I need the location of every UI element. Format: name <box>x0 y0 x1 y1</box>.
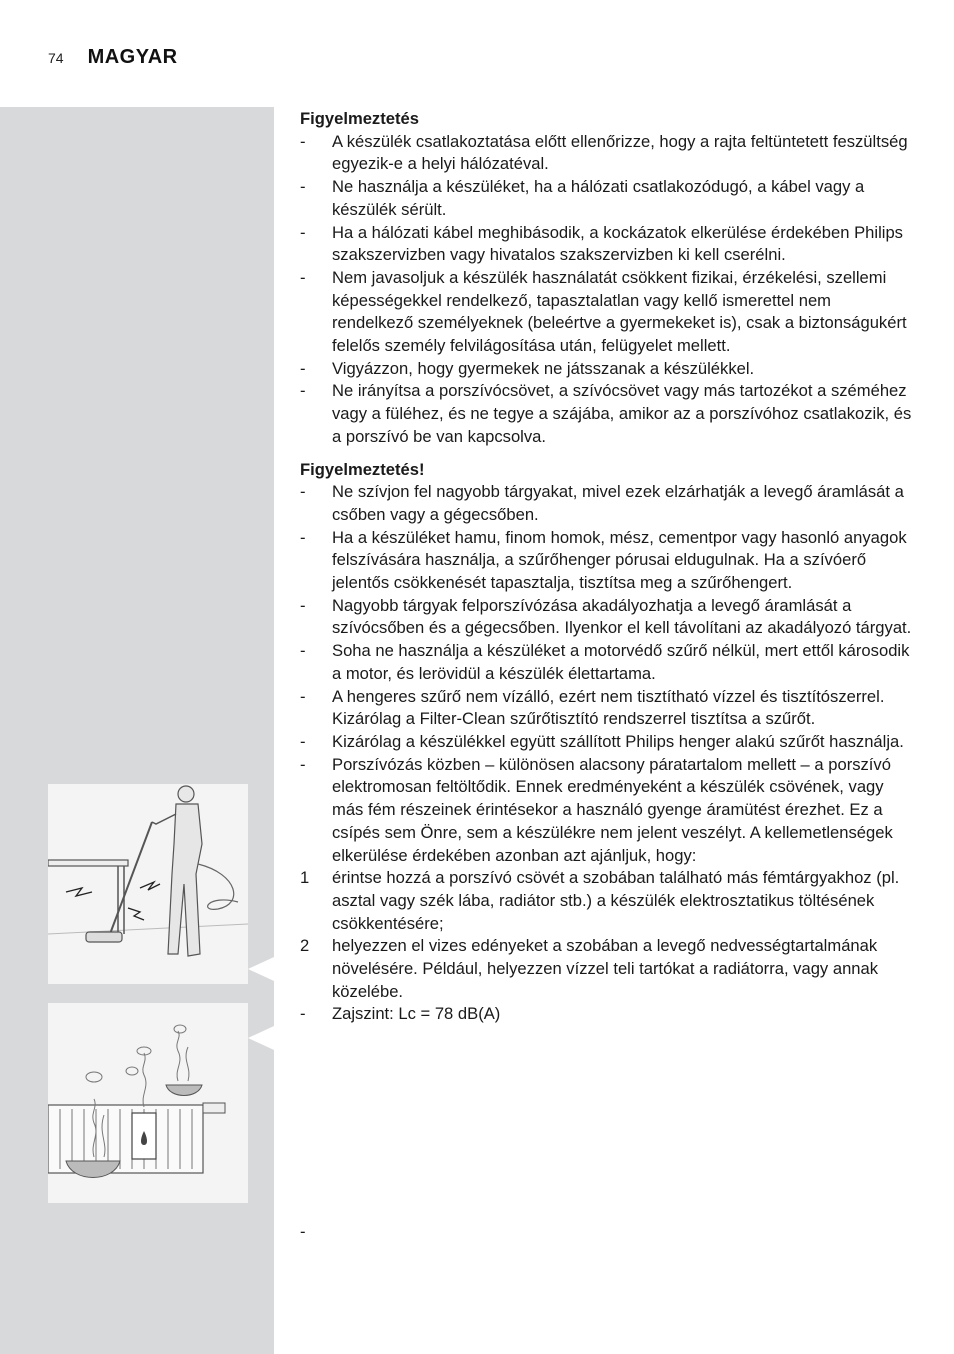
section-heading: Figyelmeztetés! <box>300 459 425 479</box>
list-item <box>300 131 912 176</box>
list-marker: - <box>300 527 306 547</box>
figure-pointer <box>248 957 274 981</box>
list-marker: - <box>300 222 306 242</box>
list-item <box>300 686 912 731</box>
list-item <box>300 222 912 267</box>
list-item <box>300 267 912 358</box>
list-marker: 2 <box>300 936 310 956</box>
list-item-text: érintse hozzá a porszívó csövét a szobában található más fémtárgyakhoz (pl. asztal vagy szék lába, radiátor stb.) a készülék elektrosztatikus töltésének csökkentésére; <box>332 868 900 933</box>
list-marker: - <box>300 381 306 401</box>
list-item-text: A készülék csatlakoztatása előtt ellenőrizze, hogy a rajta feltüntetett feszültség egyezik-e a helyi hálózatéval. <box>332 131 908 174</box>
caution-section <box>300 459 912 1027</box>
warning-section <box>300 108 912 449</box>
list-item <box>300 380 912 448</box>
list-item-text: Porszívózás közben – különösen alacsony páratartalom mellett – a porszívó elektromosan feltöltődik. Ennek eredményeként a készülék csövének, vagy más fém részeinek érintésekor a használó gyenge áramütést érezhet. Ez a csípés sem Önre, sem a készülékre nem jelent veszélyt. A kellemetlenségek elkerülése érdekében azonban azt ajánljuk, hogy: <box>332 754 893 865</box>
list-marker: - <box>300 131 306 151</box>
list-item-text: Soha ne használja a készüléket a motorvédő szűrő nélkül, mert ettől károsodik a motor, és lerövidül a készülék élettartama. <box>332 641 910 683</box>
list-marker: - <box>300 482 306 502</box>
list-item-text: Nem javasoljuk a készülék használatát csökkent fizikai, érzékelési, szellemi képességekkel rendelkező, tapasztalatlan vagy kellő ismerettel nem rendelkező személyeknek (beleértve a gyermekeket is), csak a biztonságukért felelős személy felvilágosítása után, felügyelet mellett. <box>332 267 907 356</box>
list-item-text: Kizárólag a készülékkel együtt szállított Philips henger alakú szűrőt használja. <box>332 731 904 751</box>
list-item-text: Ha a készüléket hamu, finom homok, mész, cementpor vagy hasonló anyagok felszívására használja, a szűrőhenger pórusai eldugulnak. Ha a szívóerő jelentős csökkenését tapasztalja, tisztítsa meg a szűrőhengert. <box>332 527 907 593</box>
list-item-text: Vigyázzon, hogy gyermekek ne játsszanak a készülékkel. <box>332 358 755 378</box>
stray-dash: - <box>300 1222 306 1241</box>
numbered-item <box>300 935 912 1003</box>
list-item <box>300 527 912 595</box>
radiator-water-bowls-illustration <box>48 1003 248 1203</box>
list-item <box>300 358 912 381</box>
list-item <box>300 595 912 640</box>
section-heading: Figyelmeztetés <box>300 109 419 128</box>
list-item-text: A hengeres szűrő nem vízálló, ezért nem tisztítható vízzel és tisztítószerrel. Kizárólag a Filter-Clean szűrőtisztító rendszerrel tisztítsa a szűrőt. <box>332 686 885 729</box>
page-number: 74 <box>48 50 64 66</box>
list-marker: - <box>300 358 306 378</box>
list-item <box>300 176 912 221</box>
list-item-text: Zajszint: Lc = 78 dB(A) <box>332 1004 501 1024</box>
list-marker: - <box>300 267 306 287</box>
list-marker: - <box>300 177 306 197</box>
list-item-text: Ne használja a készüléket, ha a hálózati csatlakozódugó, a kábel vagy a készülék sérült. <box>332 177 865 219</box>
page-header <box>48 46 178 76</box>
numbered-item <box>300 867 912 935</box>
list-item <box>300 1003 912 1026</box>
list-item-text: Ha a hálózati kábel meghibásodik, a kockázatok elkerülése érdekében Philips szakszervizben vagy hivatalos szakszervizben ki kell cserélni. <box>332 222 903 265</box>
list-marker: 1 <box>300 868 310 888</box>
vacuum-static-shock-icon <box>48 784 248 984</box>
vacuum-static-shock-illustration <box>48 784 248 984</box>
list-marker: - <box>300 595 306 615</box>
list-marker: - <box>300 686 306 706</box>
list-marker: - <box>300 754 306 774</box>
radiator-water-bowls-icon <box>48 1003 248 1203</box>
list-item <box>300 640 912 685</box>
list-item <box>300 731 912 754</box>
list-item <box>300 754 912 868</box>
list-item-text: Ne szívjon fel nagyobb tárgyakat, mivel ezek elzárhatják a levegő áramlását a csőben vagy a gégecsőben. <box>332 482 904 524</box>
list-marker: - <box>300 641 306 661</box>
warnings-content <box>300 108 912 1036</box>
list-item-text: helyezzen el vizes edényeket a szobában a levegő nedvességtartalmának növelésére. Például, helyezzen vízzel teli tartókat a radiátorra, vagy annak közelébe. <box>332 936 879 1001</box>
list-marker: - <box>300 731 306 751</box>
list-item-text: Ne irányítsa a porszívócsövet, a szívócsövet vagy más tartozékot a széméhez vagy a füléhez, és ne tegye a szájába, amikor az a porszívóhoz csatlakozik, és a porszívó be van kapcsolva. <box>332 381 912 446</box>
list-item-text: Nagyobb tárgyak felporszívózása akadályozhatja a levegő áramlását a szívócsőben és a gégecsőben. Ilyenkor el kell távolítani az akadályozó tárgyat. <box>332 595 912 638</box>
language-title: MAGYAR <box>87 46 178 68</box>
list-marker: - <box>300 1004 306 1024</box>
list-item <box>300 481 912 526</box>
figure-pointer <box>248 1026 274 1050</box>
